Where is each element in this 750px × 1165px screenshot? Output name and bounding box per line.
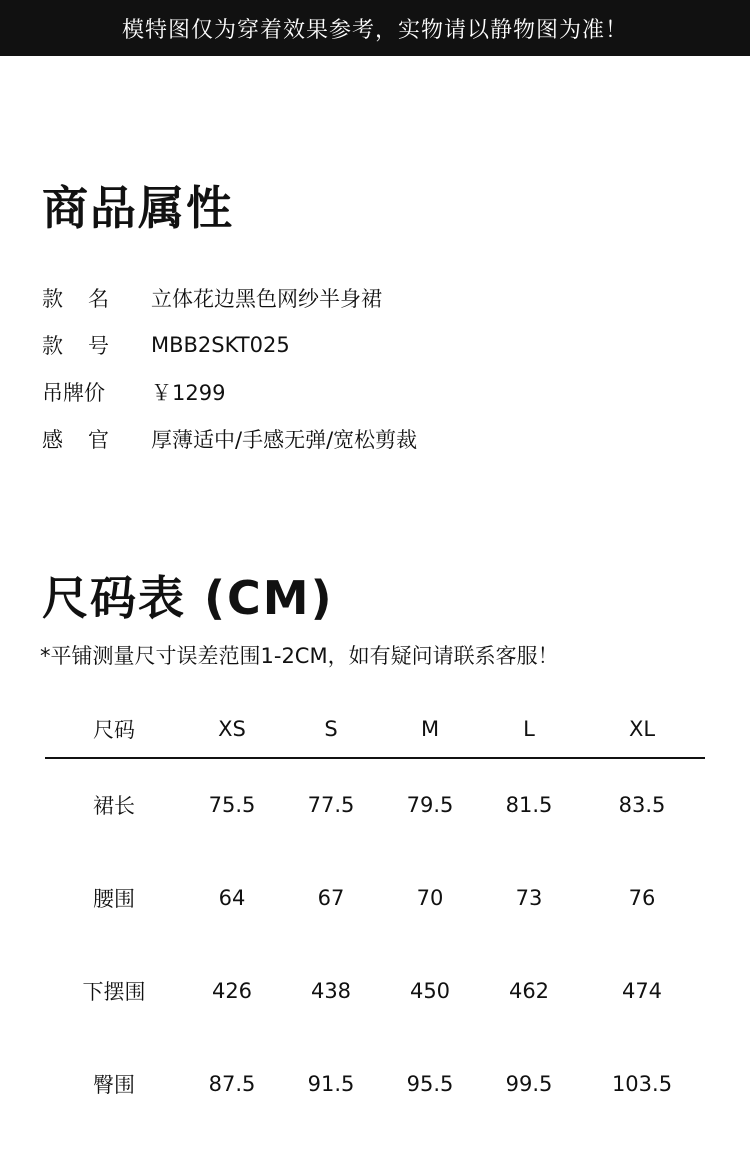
attribute-row-feel <box>42 415 702 462</box>
header-cell: XS <box>183 700 281 758</box>
value-cell: 83.5 <box>618 793 666 817</box>
attributes-title: 商品属性 <box>42 181 234 235</box>
attribute-label: 款 号 <box>42 333 109 358</box>
row-label-cell: 下摆围 <box>82 979 146 1004</box>
attribute-value: 立体花边黑色网纱半身裙 <box>151 286 382 311</box>
attribute-value: ￥1299 <box>151 380 226 405</box>
value-cell: 426 <box>211 978 253 1003</box>
header-cell: S <box>281 700 381 758</box>
value-cell: 474 <box>621 978 663 1003</box>
value-cell: 77.5 <box>307 793 355 817</box>
value-cell: 70 <box>416 885 444 910</box>
size-chart-title: 尺码表 (CM) <box>42 571 334 625</box>
value-cell: 450 <box>409 978 451 1003</box>
value-cell: 95.5 <box>406 1071 454 1096</box>
value-cell: 103.5 <box>611 1071 673 1096</box>
value-cell: 462 <box>508 978 550 1003</box>
attribute-label: 感 官 <box>42 427 109 452</box>
table-row <box>45 758 705 851</box>
attribute-value: 厚薄适中/手感无弹/宽松剪裁 <box>151 427 418 452</box>
notice-text: 模特图仅为穿着效果参考，实物请以静物图为准！ <box>121 17 628 43</box>
value-cell: 75.5 <box>208 793 256 817</box>
size-chart-table <box>45 700 705 1130</box>
table-row <box>45 1037 705 1130</box>
attributes-list <box>42 274 702 462</box>
value-cell: 76 <box>628 885 656 910</box>
row-label-cell: 臀围 <box>93 1072 135 1097</box>
size-chart-note: *平铺测量尺寸误差范围1-2CM，如有疑问请联系客服！ <box>40 644 559 668</box>
table-row <box>45 851 705 944</box>
value-cell: 79.5 <box>406 793 454 817</box>
attribute-row-tag-price <box>42 368 702 415</box>
value-cell: 73 <box>515 885 543 910</box>
attribute-value: MBB2SKT025 <box>151 332 290 357</box>
table-row <box>45 944 705 1037</box>
row-label-cell: 腰围 <box>93 886 135 911</box>
value-cell: 438 <box>310 978 352 1003</box>
value-cell: 99.5 <box>505 1071 553 1096</box>
row-label-cell: 裙长 <box>93 794 135 818</box>
value-cell: 91.5 <box>307 1071 355 1096</box>
header-cell: 尺码 <box>45 700 183 758</box>
value-cell: 64 <box>218 885 246 910</box>
notice-banner <box>0 0 750 56</box>
attribute-row-style-number <box>42 321 702 368</box>
header-cell: L <box>479 700 579 758</box>
size-chart-header-row <box>45 700 705 758</box>
value-cell: 87.5 <box>208 1071 256 1096</box>
attribute-row-style-name <box>42 274 702 321</box>
value-cell: 67 <box>317 885 345 910</box>
header-cell: M <box>381 700 479 758</box>
attribute-label: 吊牌价 <box>42 380 105 405</box>
attribute-label: 款 名 <box>42 286 109 311</box>
header-cell: XL <box>579 700 705 758</box>
value-cell: 81.5 <box>505 793 553 817</box>
